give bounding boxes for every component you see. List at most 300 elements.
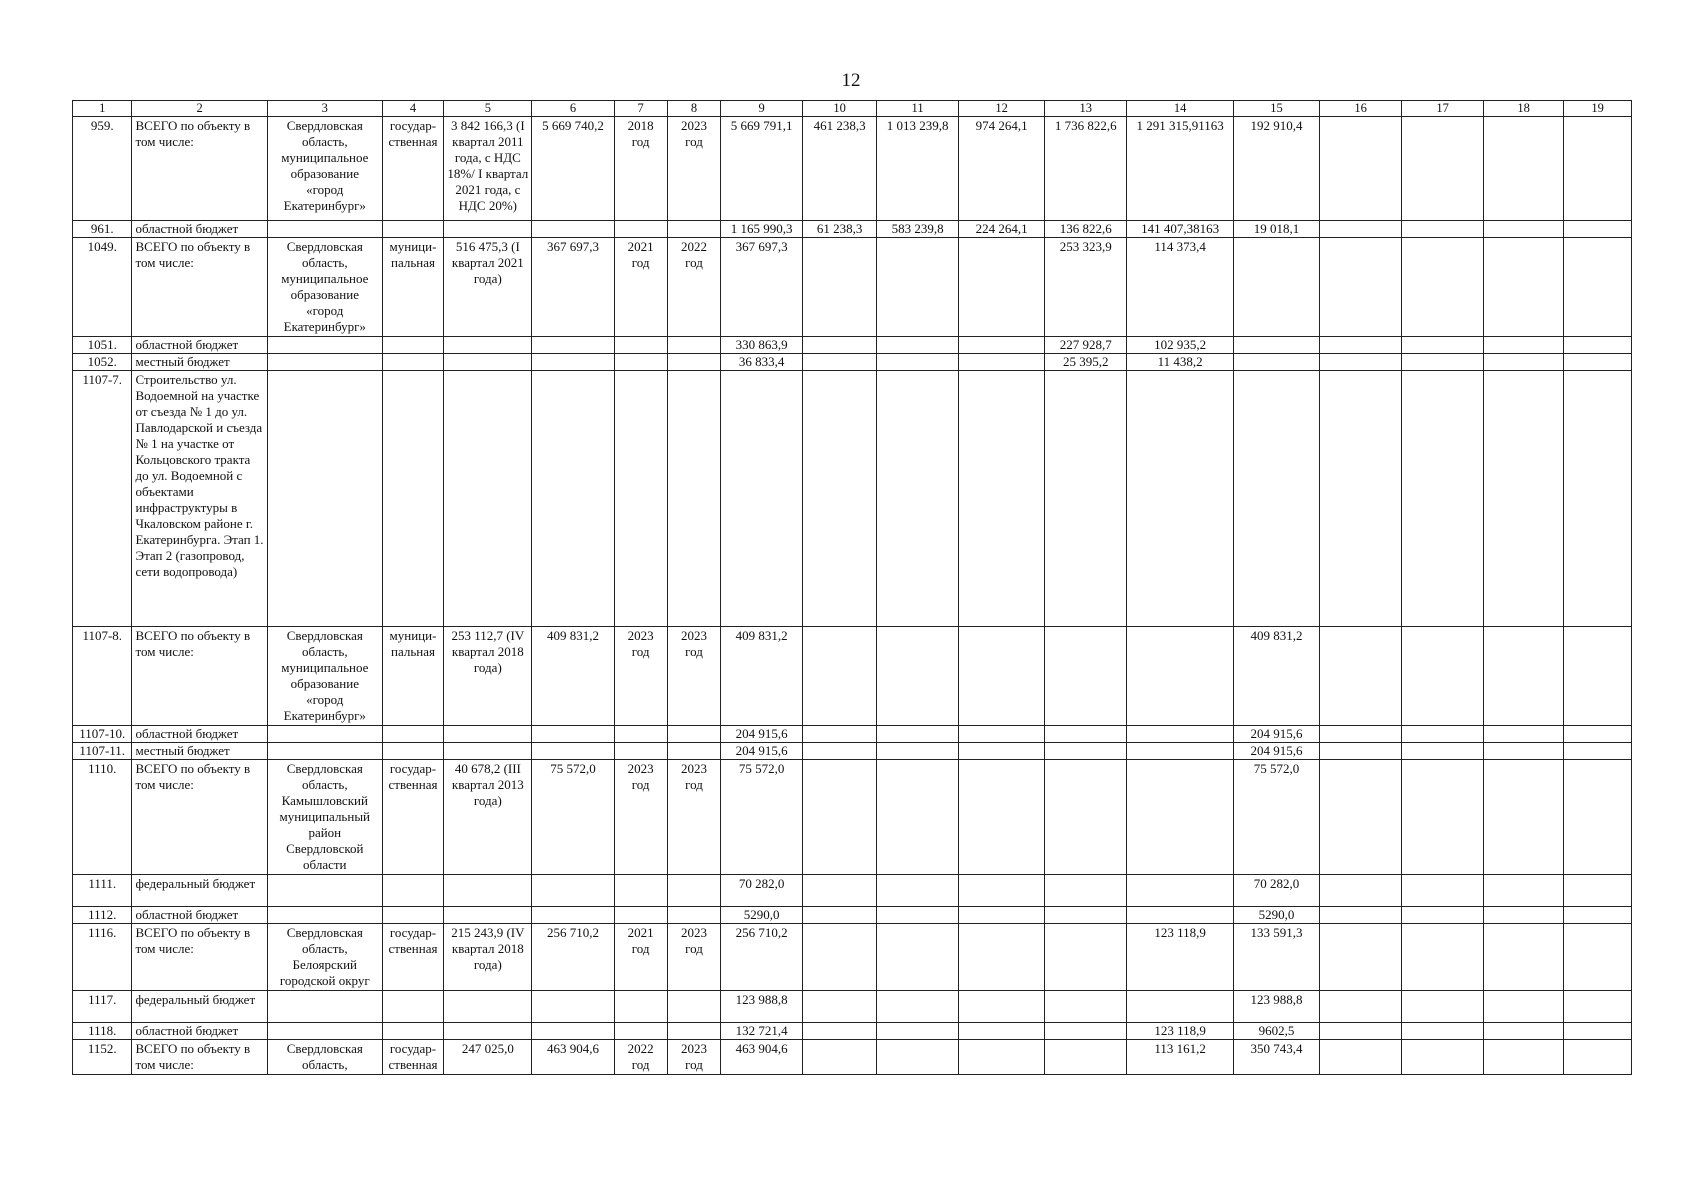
table-cell: 256 710,2 [721, 924, 803, 991]
table-row [73, 991, 1632, 1023]
table-cell [382, 743, 444, 760]
table-cell [803, 627, 877, 726]
table-cell: Строительство ул. Водоемной на участке от съезда № 1 до ул. Павлодарской и съезда № 1 на участке от Кольцовского тракта до ул. Водоемной с объектами инфраструктуры в Чкаловском районе г. Екатеринбурга. Этап 1. Этап 2 (газопровод, сети водопровода) [132, 371, 267, 627]
table-cell: 961. [73, 221, 132, 238]
table-cell: 114 373,4 [1127, 238, 1234, 337]
table-cell: 367 697,3 [721, 238, 803, 337]
column-number: 6 [532, 101, 614, 117]
table-cell [1320, 117, 1402, 221]
table-cell [267, 907, 382, 924]
table-cell [1233, 337, 1319, 354]
table-row [73, 221, 1632, 238]
column-number: 8 [667, 101, 720, 117]
table-cell [1045, 743, 1127, 760]
table-cell: 113 161,2 [1127, 1040, 1234, 1075]
table-cell: 583 239,8 [877, 221, 959, 238]
table-cell: областной бюджет [132, 221, 267, 238]
table-cell [1564, 1040, 1632, 1075]
table-cell [267, 875, 382, 907]
table-cell: 102 935,2 [1127, 337, 1234, 354]
table-cell: 1110. [73, 760, 132, 875]
table-cell [1484, 924, 1564, 991]
column-number: 5 [444, 101, 532, 117]
table-cell [1402, 760, 1484, 875]
table-cell: 1118. [73, 1023, 132, 1040]
table-cell [444, 907, 532, 924]
table-cell [667, 221, 720, 238]
table-cell: 1107-10. [73, 726, 132, 743]
table-row [73, 371, 1632, 627]
table-cell [1402, 743, 1484, 760]
table-cell [1402, 221, 1484, 238]
table-cell [614, 726, 667, 743]
table-cell [444, 221, 532, 238]
table-cell: 350 743,4 [1233, 1040, 1319, 1075]
table-cell [1484, 117, 1564, 221]
table-cell [1320, 627, 1402, 726]
table-cell: местный бюджет [132, 354, 267, 371]
table-cell: 224 264,1 [959, 221, 1045, 238]
table-cell [1127, 627, 1234, 726]
table-cell [1045, 907, 1127, 924]
table-cell: 19 018,1 [1233, 221, 1319, 238]
table-cell [667, 337, 720, 354]
table-cell [1564, 117, 1632, 221]
table-cell: 974 264,1 [959, 117, 1045, 221]
table-cell [1484, 371, 1564, 627]
table-cell [1127, 991, 1234, 1023]
table-cell: 253 112,7 (IV квартал 2018 года) [444, 627, 532, 726]
table-cell: 123 988,8 [721, 991, 803, 1023]
table-cell [1320, 354, 1402, 371]
table-cell [1320, 1023, 1402, 1040]
table-cell: 133 591,3 [1233, 924, 1319, 991]
table-cell [667, 371, 720, 627]
table-cell: ВСЕГО по объекту в том числе: [132, 117, 267, 221]
table-cell [1484, 760, 1564, 875]
table-cell: 1 291 315,91163 [1127, 117, 1234, 221]
table-cell [667, 875, 720, 907]
table-cell [1320, 760, 1402, 875]
table-cell [803, 924, 877, 991]
table-cell [803, 991, 877, 1023]
table-cell: 36 833,4 [721, 354, 803, 371]
table-cell: ВСЕГО по объекту в том числе: [132, 924, 267, 991]
column-number: 7 [614, 101, 667, 117]
table-cell [959, 743, 1045, 760]
column-number-row [73, 101, 1632, 117]
column-number: 13 [1045, 101, 1127, 117]
table-cell [877, 743, 959, 760]
table-cell: 2023 год [667, 760, 720, 875]
table-cell [1564, 743, 1632, 760]
table-cell: Свердловская область, Камышловский муниципальный район Свердловской области [267, 760, 382, 875]
table-cell [267, 337, 382, 354]
table-cell [1564, 627, 1632, 726]
table-cell [614, 875, 667, 907]
table-cell [267, 743, 382, 760]
table-cell [667, 907, 720, 924]
table-cell: 461 238,3 [803, 117, 877, 221]
column-number: 9 [721, 101, 803, 117]
table-cell: 75 572,0 [721, 760, 803, 875]
table-cell: Свердловская область, муниципальное образование «город Екатеринбург» [267, 238, 382, 337]
table-cell [382, 354, 444, 371]
table-cell [1484, 238, 1564, 337]
table-cell [1402, 991, 1484, 1023]
table-cell [1484, 907, 1564, 924]
table-cell: 409 831,2 [532, 627, 614, 726]
table-cell: ВСЕГО по объекту в том числе: [132, 1040, 267, 1075]
table-cell [1484, 991, 1564, 1023]
table-cell [1127, 371, 1234, 627]
table-cell [1402, 726, 1484, 743]
table-cell [959, 1023, 1045, 1040]
table-cell [444, 1023, 532, 1040]
table-cell [1045, 1040, 1127, 1075]
table-cell: 204 915,6 [1233, 743, 1319, 760]
table-cell [877, 760, 959, 875]
table-cell: 1 736 822,6 [1045, 117, 1127, 221]
table-cell: 61 238,3 [803, 221, 877, 238]
column-number: 2 [132, 101, 267, 117]
table-cell: 5 669 791,1 [721, 117, 803, 221]
table-cell [532, 221, 614, 238]
table-cell [1564, 1023, 1632, 1040]
table-cell [1127, 743, 1234, 760]
table-cell: федеральный бюджет [132, 875, 267, 907]
table-cell [1402, 875, 1484, 907]
table-cell: 1107-11. [73, 743, 132, 760]
table-cell [1484, 875, 1564, 907]
table-cell [614, 991, 667, 1023]
table-cell [267, 371, 382, 627]
table-cell: 136 822,6 [1045, 221, 1127, 238]
table-cell [803, 238, 877, 337]
table-cell: 123 118,9 [1127, 1023, 1234, 1040]
table-cell: федеральный бюджет [132, 991, 267, 1023]
table-cell: 1116. [73, 924, 132, 991]
column-number: 10 [803, 101, 877, 117]
table-cell: 1112. [73, 907, 132, 924]
table-cell [1045, 1023, 1127, 1040]
table-cell [1402, 337, 1484, 354]
table-cell [803, 337, 877, 354]
table-cell [959, 337, 1045, 354]
table-cell [1564, 238, 1632, 337]
table-cell [877, 371, 959, 627]
column-number: 11 [877, 101, 959, 117]
table-cell: 2021 год [614, 238, 667, 337]
table-cell: 1152. [73, 1040, 132, 1075]
table-cell: государ-ственная [382, 1040, 444, 1075]
table-cell [1320, 1040, 1402, 1075]
table-cell [667, 743, 720, 760]
table-cell [1484, 354, 1564, 371]
table-cell [1564, 760, 1632, 875]
table-cell [1484, 1023, 1564, 1040]
table-cell [1320, 924, 1402, 991]
table-cell [382, 726, 444, 743]
table-cell [803, 1023, 877, 1040]
table-cell [1402, 117, 1484, 221]
table-cell [532, 337, 614, 354]
table-cell: 123 988,8 [1233, 991, 1319, 1023]
table-cell [1402, 1040, 1484, 1075]
table-cell [1402, 354, 1484, 371]
column-number: 14 [1127, 101, 1234, 117]
table-cell [614, 907, 667, 924]
table-cell: 1 165 990,3 [721, 221, 803, 238]
table-row [73, 117, 1632, 221]
table-cell [444, 875, 532, 907]
column-number: 19 [1564, 101, 1632, 117]
table-cell [877, 337, 959, 354]
table-cell [1484, 743, 1564, 760]
table-cell [667, 991, 720, 1023]
table-cell: 330 863,9 [721, 337, 803, 354]
table-cell: 2021 год [614, 924, 667, 991]
table-cell [1045, 627, 1127, 726]
table-cell [1045, 991, 1127, 1023]
table-cell: 409 831,2 [1233, 627, 1319, 726]
table-cell [959, 354, 1045, 371]
table-cell [1320, 743, 1402, 760]
table-cell [1320, 726, 1402, 743]
table-cell: 1111. [73, 875, 132, 907]
table-cell [667, 726, 720, 743]
table-cell: областной бюджет [132, 1023, 267, 1040]
table-cell [959, 238, 1045, 337]
table-cell [1564, 337, 1632, 354]
table-cell: ВСЕГО по объекту в том числе: [132, 760, 267, 875]
table-cell [1127, 726, 1234, 743]
table-cell [1564, 221, 1632, 238]
table-cell: государ-ственная [382, 760, 444, 875]
table-cell: 1051. [73, 337, 132, 354]
table-cell [267, 354, 382, 371]
table-cell [1045, 924, 1127, 991]
table-cell [877, 354, 959, 371]
table-cell: 1052. [73, 354, 132, 371]
table-cell [614, 1023, 667, 1040]
table-cell [1484, 627, 1564, 726]
table-cell [382, 907, 444, 924]
table-cell [959, 627, 1045, 726]
table-cell [267, 1023, 382, 1040]
column-number: 17 [1402, 101, 1484, 117]
table-cell [877, 627, 959, 726]
table-cell: 11 438,2 [1127, 354, 1234, 371]
table-cell: 5 669 740,2 [532, 117, 614, 221]
table-cell [721, 371, 803, 627]
table-row [73, 354, 1632, 371]
table-cell: 253 323,9 [1045, 238, 1127, 337]
table-cell: 204 915,6 [721, 743, 803, 760]
table-cell [1320, 907, 1402, 924]
table-cell [1127, 875, 1234, 907]
table-cell: 204 915,6 [721, 726, 803, 743]
table-body [73, 101, 1632, 1075]
table-cell: 123 118,9 [1127, 924, 1234, 991]
table-cell [959, 991, 1045, 1023]
table-cell [444, 991, 532, 1023]
table-cell [1402, 924, 1484, 991]
table-cell: 1 013 239,8 [877, 117, 959, 221]
table-cell [877, 1023, 959, 1040]
table-row [73, 337, 1632, 354]
table-row [73, 1023, 1632, 1040]
table-cell [1320, 221, 1402, 238]
table-cell: 132 721,4 [721, 1023, 803, 1040]
table-cell [959, 371, 1045, 627]
table-cell: 463 904,6 [721, 1040, 803, 1075]
table-cell [803, 760, 877, 875]
table-cell [382, 875, 444, 907]
column-number: 1 [73, 101, 132, 117]
table-cell: 1107-7. [73, 371, 132, 627]
table-cell: 2018 год [614, 117, 667, 221]
table-cell [614, 221, 667, 238]
table-row [73, 924, 1632, 991]
table-cell [1233, 354, 1319, 371]
table-cell [267, 221, 382, 238]
table-cell: 70 282,0 [721, 875, 803, 907]
table-cell [444, 354, 532, 371]
table-cell [1045, 726, 1127, 743]
table-cell [667, 1023, 720, 1040]
table-cell: 367 697,3 [532, 238, 614, 337]
table-cell [267, 991, 382, 1023]
column-number: 4 [382, 101, 444, 117]
table-cell [614, 371, 667, 627]
table-cell [444, 337, 532, 354]
budget-table [72, 100, 1632, 1075]
table-cell: 5290,0 [1233, 907, 1319, 924]
table-cell: 409 831,2 [721, 627, 803, 726]
column-number: 16 [1320, 101, 1402, 117]
table-cell: 2023 год [614, 760, 667, 875]
table-row [73, 726, 1632, 743]
table-cell [1484, 337, 1564, 354]
table-cell: 1117. [73, 991, 132, 1023]
table-cell [1127, 907, 1234, 924]
table-cell [444, 726, 532, 743]
table-cell [1320, 875, 1402, 907]
table-cell [803, 875, 877, 907]
table-cell [1564, 354, 1632, 371]
table-cell [1484, 221, 1564, 238]
table-cell [382, 991, 444, 1023]
table-cell: 516 475,3 (I квартал 2021 года) [444, 238, 532, 337]
table-cell [1320, 991, 1402, 1023]
table-cell [614, 743, 667, 760]
table-cell [532, 371, 614, 627]
table-cell: 1107-8. [73, 627, 132, 726]
table-cell [1402, 1023, 1484, 1040]
table-cell: 2023 год [667, 627, 720, 726]
table-cell [959, 875, 1045, 907]
table-cell [959, 924, 1045, 991]
table-cell [532, 726, 614, 743]
table-cell [1233, 371, 1319, 627]
table-cell: 2023 год [667, 924, 720, 991]
table-cell [803, 354, 877, 371]
table-cell: Свердловская область, муниципальное образование «город Екатеринбург» [267, 627, 382, 726]
table-cell: 141 407,38163 [1127, 221, 1234, 238]
table-cell [877, 238, 959, 337]
table-cell: областной бюджет [132, 726, 267, 743]
table-cell [877, 907, 959, 924]
table-cell [444, 371, 532, 627]
table-cell [1320, 238, 1402, 337]
table-row [73, 1040, 1632, 1075]
table-cell: 70 282,0 [1233, 875, 1319, 907]
table-cell [877, 1040, 959, 1075]
table-cell: муници-пальная [382, 627, 444, 726]
table-cell [382, 1023, 444, 1040]
table-cell: 2022 год [667, 238, 720, 337]
table-cell: местный бюджет [132, 743, 267, 760]
table-row [73, 238, 1632, 337]
table-cell [803, 907, 877, 924]
table-cell [532, 907, 614, 924]
table-cell: 2022 год [614, 1040, 667, 1075]
table-cell: ВСЕГО по объекту в том числе: [132, 627, 267, 726]
table-cell [1320, 371, 1402, 627]
table-cell: 2023 год [614, 627, 667, 726]
table-cell: 1049. [73, 238, 132, 337]
table-cell [803, 743, 877, 760]
table-cell: 463 904,6 [532, 1040, 614, 1075]
table-cell [1127, 760, 1234, 875]
table-cell [614, 337, 667, 354]
table-cell: ВСЕГО по объекту в том числе: [132, 238, 267, 337]
table-row [73, 760, 1632, 875]
table-cell [532, 354, 614, 371]
table-cell: Свердловская область, муниципальное образование «город Екатеринбург» [267, 117, 382, 221]
table-cell [382, 337, 444, 354]
table-cell [532, 1023, 614, 1040]
column-number: 12 [959, 101, 1045, 117]
table-cell [1564, 875, 1632, 907]
table-cell [959, 726, 1045, 743]
table-cell [877, 991, 959, 1023]
table-cell [667, 354, 720, 371]
table-cell: 75 572,0 [532, 760, 614, 875]
table-cell [877, 875, 959, 907]
table-cell: государ-ственная [382, 924, 444, 991]
table-cell [532, 743, 614, 760]
table-cell [1564, 991, 1632, 1023]
table-cell [1233, 238, 1319, 337]
page-number: 12 [841, 70, 861, 91]
table-cell [382, 371, 444, 627]
table-cell [1402, 371, 1484, 627]
table-cell: 9602,5 [1233, 1023, 1319, 1040]
table-cell [532, 991, 614, 1023]
table-cell [444, 743, 532, 760]
table-cell [959, 907, 1045, 924]
column-number: 3 [267, 101, 382, 117]
table-cell [1402, 627, 1484, 726]
table-cell: 192 910,4 [1233, 117, 1319, 221]
table-cell [1484, 726, 1564, 743]
column-number: 15 [1233, 101, 1319, 117]
table-cell: 40 678,2 (III квартал 2013 года) [444, 760, 532, 875]
table-cell: 75 572,0 [1233, 760, 1319, 875]
table-cell: 959. [73, 117, 132, 221]
